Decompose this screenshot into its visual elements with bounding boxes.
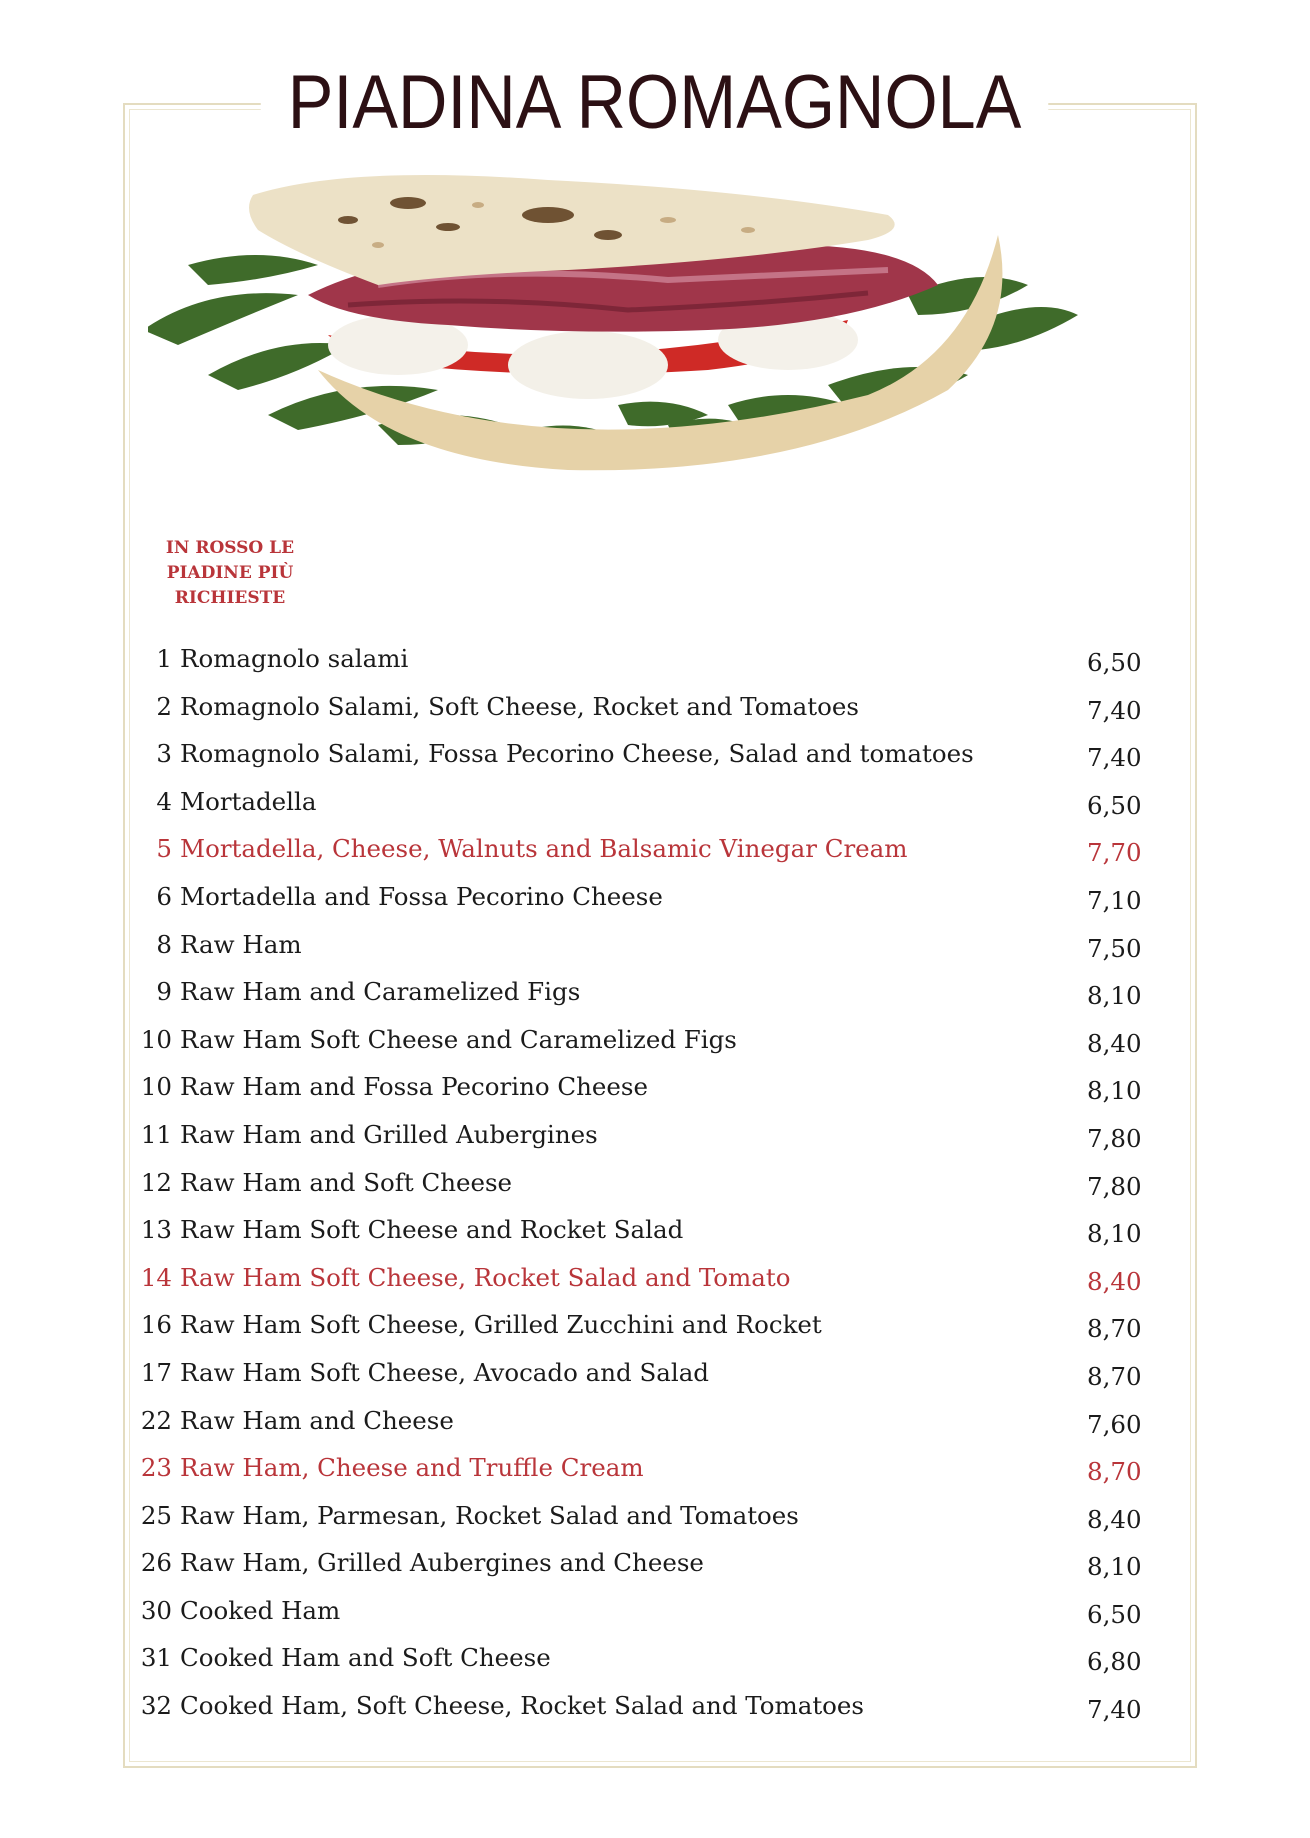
menu-item (120, 1310, 1156, 1358)
menu-item (120, 692, 1156, 740)
menu-item (120, 1643, 1156, 1691)
item-number: 30 (140, 1595, 172, 1625)
menu-item (120, 1120, 1156, 1168)
menu-item (120, 1263, 1156, 1311)
title-wrap (0, 58, 1310, 148)
item-price: 8,10 (1087, 1076, 1142, 1106)
item-price: 7,60 (1087, 1409, 1142, 1439)
item-number: 23 (140, 1453, 172, 1483)
popular-note (150, 536, 310, 611)
menu-item (120, 1453, 1156, 1501)
item-number: 10 (140, 1072, 172, 1102)
item-name: Raw Ham Soft Cheese, Avocado and Salad (180, 1357, 709, 1387)
menu-list (120, 644, 1156, 1739)
note-line: PIADINE PIÙ (166, 563, 294, 583)
menu-item (120, 739, 1156, 787)
item-number: 16 (140, 1310, 172, 1340)
menu-item (120, 1215, 1156, 1263)
menu-item (120, 1358, 1156, 1406)
item-name: Raw Ham, Cheese and Truffle Cream (180, 1453, 644, 1483)
item-number: 8 (156, 929, 172, 959)
item-name: Raw Ham and Grilled Aubergines (180, 1119, 598, 1149)
item-name: Mortadella, Cheese, Walnuts and Balsamic Vinegar Cream (180, 834, 908, 864)
item-name: Mortadella and Fossa Pecorino Cheese (180, 881, 663, 911)
item-number: 11 (140, 1119, 172, 1149)
item-price: 7,80 (1087, 1123, 1142, 1153)
menu-item (120, 930, 1156, 978)
item-number: 5 (156, 834, 172, 864)
note-line: IN ROSSO LE (165, 538, 295, 558)
menu-item (120, 1548, 1156, 1596)
item-name: Romagnolo Salami, Fossa Pecorino Cheese, Salad and tomatoes (180, 739, 974, 769)
menu-item (120, 787, 1156, 835)
item-number: 31 (140, 1643, 172, 1673)
menu-item (120, 834, 1156, 882)
item-price: 7,40 (1087, 1695, 1142, 1725)
item-number: 9 (156, 977, 172, 1007)
item-price: 6,50 (1087, 790, 1142, 820)
item-price: 7,40 (1087, 695, 1142, 725)
item-name: Raw Ham, Grilled Aubergines and Cheese (180, 1548, 704, 1578)
menu-item (120, 1025, 1156, 1073)
menu-item (120, 1406, 1156, 1454)
item-price: 6,50 (1087, 1599, 1142, 1629)
item-name: Cooked Ham (180, 1595, 341, 1625)
item-price: 8,40 (1087, 1504, 1142, 1534)
item-number: 2 (156, 691, 172, 721)
item-price: 8,10 (1087, 1219, 1142, 1249)
item-name: Mortadella (180, 786, 317, 816)
item-number: 26 (140, 1548, 172, 1578)
item-price: 8,10 (1087, 1552, 1142, 1582)
item-name: Raw Ham Soft Cheese and Caramelized Figs (180, 1024, 737, 1054)
menu-item (120, 1072, 1156, 1120)
item-name: Cooked Ham and Soft Cheese (180, 1643, 551, 1673)
page-title: PIADINA ROMAGNOLA (261, 58, 1049, 148)
item-number: 3 (156, 739, 172, 769)
piadina-photo (148, 175, 1188, 515)
menu-item (120, 1691, 1156, 1739)
item-name: Raw Ham Soft Cheese, Rocket Salad and Tomato (180, 1262, 791, 1292)
item-number: 1 (156, 644, 172, 673)
item-name: Raw Ham and Soft Cheese (180, 1167, 513, 1197)
item-price: 7,40 (1087, 743, 1142, 773)
item-number: 14 (140, 1262, 172, 1292)
item-number: 22 (140, 1405, 172, 1435)
note-line: RICHIESTE (174, 588, 286, 608)
item-price: 8,10 (1087, 981, 1142, 1011)
item-number: 4 (156, 786, 172, 816)
item-name: Raw Ham Soft Cheese and Rocket Salad (180, 1215, 684, 1245)
item-number: 13 (140, 1215, 172, 1245)
item-name: Raw Ham (180, 929, 302, 959)
item-price: 7,50 (1087, 933, 1142, 963)
menu-item (120, 977, 1156, 1025)
item-name: Romagnolo Salami, Soft Cheese, Rocket and Tomatoes (180, 691, 859, 721)
item-number: 12 (140, 1167, 172, 1197)
item-name: Raw Ham and Caramelized Figs (180, 977, 581, 1007)
item-number: 25 (140, 1500, 172, 1530)
menu-item (120, 1501, 1156, 1549)
item-number: 32 (140, 1691, 172, 1721)
item-name: Cooked Ham, Soft Cheese, Rocket Salad and Tomatoes (180, 1691, 865, 1721)
item-price: 8,70 (1087, 1361, 1142, 1391)
menu-item (120, 1596, 1156, 1644)
item-name: Raw Ham and Cheese (180, 1405, 454, 1435)
item-price: 6,50 (1087, 648, 1142, 677)
item-price: 7,10 (1087, 885, 1142, 915)
menu-item (120, 882, 1156, 930)
item-price: 8,40 (1087, 1028, 1142, 1058)
item-price: 8,40 (1087, 1266, 1142, 1296)
item-price: 7,80 (1087, 1171, 1142, 1201)
item-name: Raw Ham Soft Cheese, Grilled Zucchini and Rocket (180, 1310, 822, 1340)
menu-item (120, 1168, 1156, 1216)
item-price: 7,70 (1087, 838, 1142, 868)
item-name: Raw Ham and Fossa Pecorino Cheese (180, 1072, 648, 1102)
item-price: 8,70 (1087, 1457, 1142, 1487)
item-number: 10 (140, 1024, 172, 1054)
item-name: Raw Ham, Parmesan, Rocket Salad and Tomatoes (180, 1500, 799, 1530)
item-price: 8,70 (1087, 1314, 1142, 1344)
item-number: 17 (140, 1357, 172, 1387)
item-price: 6,80 (1087, 1647, 1142, 1677)
menu-item (120, 644, 1156, 692)
item-name: Romagnolo salami (180, 644, 409, 673)
item-number: 6 (156, 881, 172, 911)
